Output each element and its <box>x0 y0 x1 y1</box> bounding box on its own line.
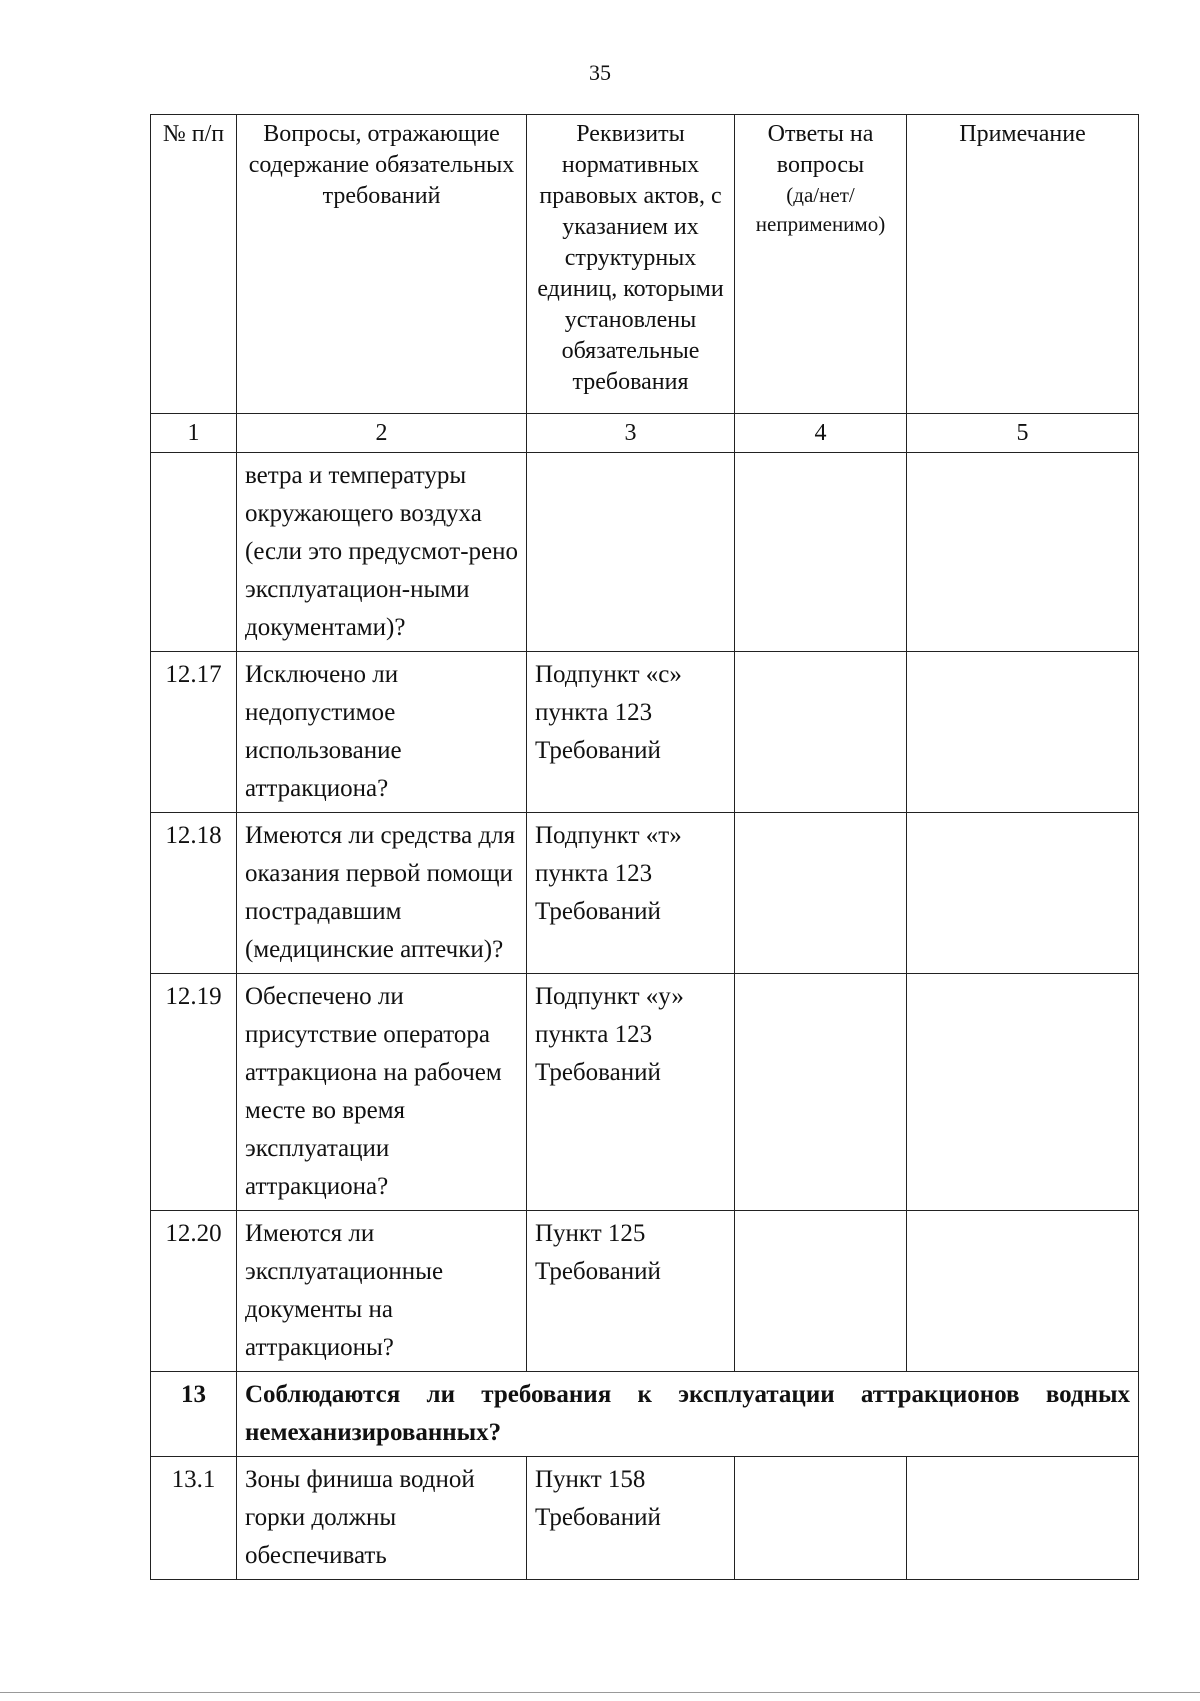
row-number <box>151 453 237 652</box>
row-number: 12.17 <box>151 652 237 813</box>
header-num: № п/п <box>151 115 237 414</box>
section-number: 13 <box>151 1372 237 1457</box>
table-row <box>151 453 1139 652</box>
row-question: ветра и температуры окружающего воздуха (если это предусмот-рено эксплуатацион-ными документами)? <box>237 453 527 652</box>
row-requisite: Подпункт «у» пункта 123 Требований <box>527 974 735 1211</box>
row-requisite: Подпункт «т» пункта 123 Требований <box>527 813 735 974</box>
row-question: Имеются ли эксплуатационные документы на аттракционы? <box>237 1211 527 1372</box>
column-number: 1 <box>151 414 237 453</box>
row-answer <box>735 652 907 813</box>
table-row <box>151 813 1139 974</box>
row-note <box>907 813 1139 974</box>
column-number: 2 <box>237 414 527 453</box>
column-numbers-row <box>151 414 1139 453</box>
row-requisite: Пункт 158 Требований <box>527 1457 735 1580</box>
column-number: 4 <box>735 414 907 453</box>
row-number: 12.18 <box>151 813 237 974</box>
row-note <box>907 652 1139 813</box>
table-row <box>151 1211 1139 1372</box>
row-number: 12.20 <box>151 1211 237 1372</box>
row-answer <box>735 813 907 974</box>
header-row <box>151 115 1139 414</box>
header-requisites: Реквизиты нормативных правовых актов, с указанием их структурных единиц, которыми установлены обязательные требования <box>527 115 735 414</box>
row-note <box>907 1457 1139 1580</box>
row-requisite: Подпункт «с» пункта 123 Требований <box>527 652 735 813</box>
row-answer <box>735 1211 907 1372</box>
row-question: Обеспечено ли присутствие оператора аттракциона на рабочем месте во время эксплуатации аттракциона? <box>237 974 527 1211</box>
row-answer <box>735 1457 907 1580</box>
column-number: 5 <box>907 414 1139 453</box>
section-row <box>151 1372 1139 1457</box>
row-requisite: Пункт 125 Требований <box>527 1211 735 1372</box>
row-note <box>907 1211 1139 1372</box>
header-answers-title: Ответы на вопросы <box>767 121 874 178</box>
table-row <box>151 1457 1139 1580</box>
row-question: Зоны финиша водной горки должны обеспечивать <box>237 1457 527 1580</box>
column-number: 3 <box>527 414 735 453</box>
header-notes: Примечание <box>907 115 1139 414</box>
row-question: Исключено ли недопустимое использование аттракциона? <box>237 652 527 813</box>
checklist-table <box>150 114 1139 1580</box>
header-questions: Вопросы, отражающие содержание обязательных требований <box>237 115 527 414</box>
row-number: 12.19 <box>151 974 237 1211</box>
row-answer <box>735 974 907 1211</box>
page-number: 35 <box>589 60 611 85</box>
row-answer <box>735 453 907 652</box>
table-row <box>151 974 1139 1211</box>
header-answers <box>735 115 907 414</box>
row-requisite <box>527 453 735 652</box>
section-title: Соблюдаются ли требования к эксплуатации аттракционов водных немеханизированных? <box>237 1372 1139 1457</box>
page-bottom-rule <box>0 1692 1200 1693</box>
row-note <box>907 974 1139 1211</box>
table-row <box>151 652 1139 813</box>
row-number: 13.1 <box>151 1457 237 1580</box>
row-note <box>907 453 1139 652</box>
header-answers-subtitle: (да/нет/ неприменимо) <box>755 183 886 236</box>
row-question: Имеются ли средства для оказания первой помощи пострадавшим (медицинские аптечки)? <box>237 813 527 974</box>
